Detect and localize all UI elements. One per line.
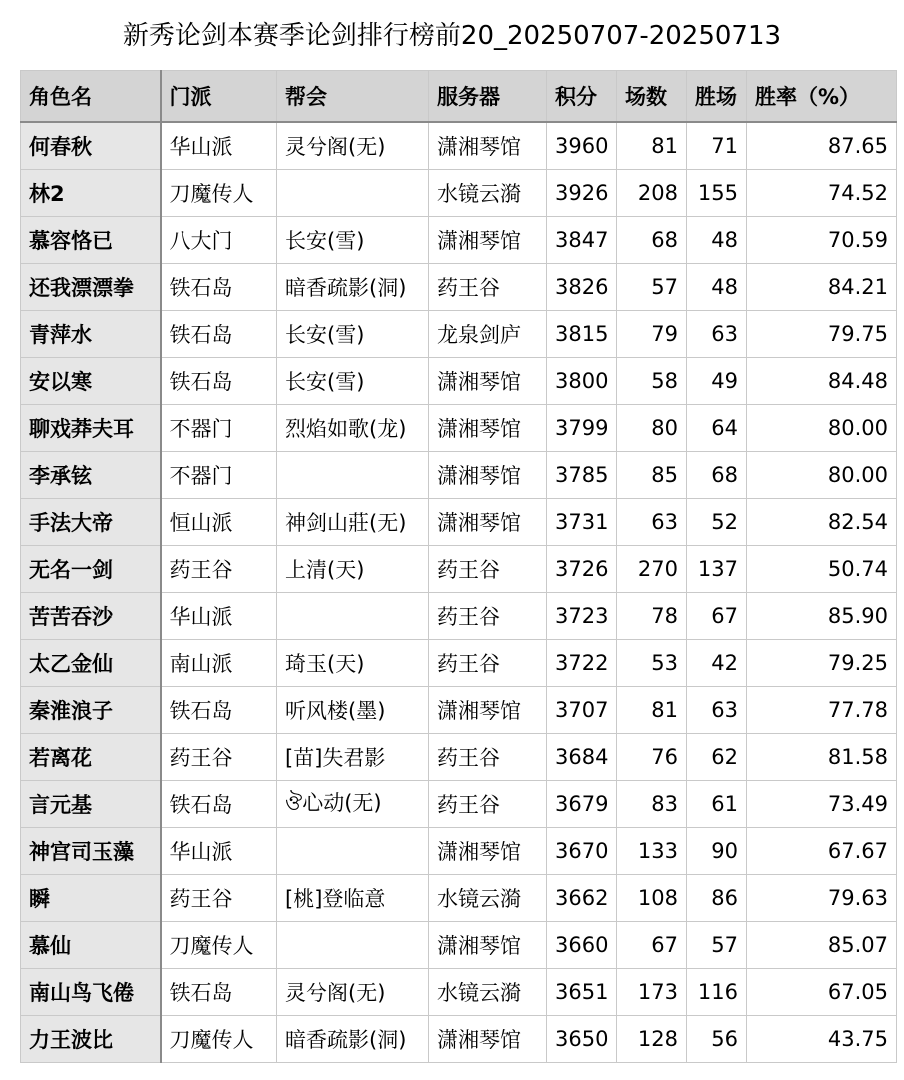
cell-winrate: 43.75 [747,1016,897,1063]
cell-sect: 不器门 [161,405,277,452]
cell-guild [277,922,429,969]
column-header-sect: 门派 [161,71,277,123]
cell-wins: 68 [687,452,747,499]
cell-wins: 116 [687,969,747,1016]
cell-score: 3650 [547,1016,617,1063]
cell-server: 潇湘琴馆 [429,217,547,264]
table-row [21,593,897,640]
table-row [21,405,897,452]
cell-sect: 刀魔传人 [161,170,277,217]
cell-winrate: 87.65 [747,122,897,170]
table-row [21,122,897,170]
cell-matches: 108 [617,875,687,922]
table-row [21,640,897,687]
cell-score: 3926 [547,170,617,217]
cell-wins: 64 [687,405,747,452]
cell-score: 3722 [547,640,617,687]
table-row [21,687,897,734]
cell-character-name: 太乙金仙 [21,640,161,687]
cell-character-name: 秦淮浪子 [21,687,161,734]
cell-server: 潇湘琴馆 [429,452,547,499]
cell-character-name: 力王波比 [21,1016,161,1063]
cell-sect: 南山派 [161,640,277,687]
cell-character-name: 何春秋 [21,122,161,170]
cell-character-name: 青萍水 [21,311,161,358]
cell-score: 3731 [547,499,617,546]
cell-server: 水镜云漪 [429,170,547,217]
cell-wins: 56 [687,1016,747,1063]
cell-matches: 67 [617,922,687,969]
cell-matches: 85 [617,452,687,499]
cell-winrate: 82.54 [747,499,897,546]
cell-guild [277,828,429,875]
cell-score: 3800 [547,358,617,405]
cell-guild [277,593,429,640]
ranking-table [20,70,897,1063]
cell-sect: 不器门 [161,452,277,499]
cell-server: 潇湘琴馆 [429,358,547,405]
table-row [21,217,897,264]
cell-matches: 83 [617,781,687,828]
cell-server: 潇湘琴馆 [429,499,547,546]
cell-matches: 128 [617,1016,687,1063]
cell-matches: 173 [617,969,687,1016]
cell-server: 药王谷 [429,640,547,687]
cell-character-name: 瞬 [21,875,161,922]
cell-winrate: 79.75 [747,311,897,358]
cell-character-name: 慕容恪已 [21,217,161,264]
cell-matches: 80 [617,405,687,452]
cell-winrate: 77.78 [747,687,897,734]
cell-wins: 86 [687,875,747,922]
cell-matches: 63 [617,499,687,546]
cell-matches: 81 [617,687,687,734]
table-row [21,358,897,405]
cell-wins: 42 [687,640,747,687]
cell-server: 潇湘琴馆 [429,687,547,734]
cell-guild: 长安(雪) [277,358,429,405]
cell-score: 3684 [547,734,617,781]
cell-sect: 铁石岛 [161,358,277,405]
column-header-server: 服务器 [429,71,547,123]
cell-wins: 63 [687,311,747,358]
cell-server: 药王谷 [429,546,547,593]
cell-matches: 208 [617,170,687,217]
cell-guild [277,170,429,217]
table-row [21,264,897,311]
cell-character-name: 若离花 [21,734,161,781]
cell-winrate: 85.90 [747,593,897,640]
cell-character-name: 无名一剑 [21,546,161,593]
cell-wins: 48 [687,217,747,264]
cell-server: 龙泉剑庐 [429,311,547,358]
cell-sect: 华山派 [161,593,277,640]
table-row [21,546,897,593]
cell-character-name: 手法大帝 [21,499,161,546]
cell-wins: 137 [687,546,747,593]
cell-score: 3799 [547,405,617,452]
cell-score: 3670 [547,828,617,875]
table-row [21,311,897,358]
cell-score: 3662 [547,875,617,922]
cell-guild: [桃]登临意 [277,875,429,922]
cell-guild: 长安(雪) [277,217,429,264]
cell-winrate: 67.67 [747,828,897,875]
table-row [21,499,897,546]
cell-guild: 琦玉(天) [277,640,429,687]
table-row [21,734,897,781]
cell-guild: 长安(雪) [277,311,429,358]
cell-winrate: 79.63 [747,875,897,922]
table-row [21,969,897,1016]
cell-sect: 药王谷 [161,734,277,781]
table-row [21,1016,897,1063]
cell-sect: 药王谷 [161,546,277,593]
cell-winrate: 80.00 [747,405,897,452]
cell-matches: 53 [617,640,687,687]
cell-server: 药王谷 [429,781,547,828]
cell-character-name: 神宫司玉藻 [21,828,161,875]
table-row [21,781,897,828]
cell-character-name: 苦苦吞沙 [21,593,161,640]
cell-winrate: 50.74 [747,546,897,593]
cell-sect: 药王谷 [161,875,277,922]
table-header-row [21,71,897,123]
cell-sect: 刀魔传人 [161,1016,277,1063]
cell-guild: 灵兮阁(无) [277,969,429,1016]
cell-guild: 上清(天) [277,546,429,593]
cell-matches: 57 [617,264,687,311]
cell-server: 水镜云漪 [429,875,547,922]
cell-winrate: 80.00 [747,452,897,499]
cell-server: 水镜云漪 [429,969,547,1016]
cell-score: 3651 [547,969,617,1016]
cell-character-name: 慕仙 [21,922,161,969]
cell-matches: 76 [617,734,687,781]
cell-winrate: 84.21 [747,264,897,311]
cell-guild: 烈焰如歌(龙) [277,405,429,452]
cell-wins: 62 [687,734,747,781]
cell-sect: 铁石岛 [161,781,277,828]
cell-wins: 90 [687,828,747,875]
cell-guild [277,452,429,499]
table-row [21,170,897,217]
cell-sect: 八大门 [161,217,277,264]
cell-wins: 52 [687,499,747,546]
cell-character-name: 还我漂漂拳 [21,264,161,311]
cell-matches: 79 [617,311,687,358]
table-row [21,875,897,922]
cell-character-name: 林2 [21,170,161,217]
cell-server: 药王谷 [429,734,547,781]
cell-winrate: 74.52 [747,170,897,217]
cell-sect: 铁石岛 [161,264,277,311]
cell-character-name: 言元基 [21,781,161,828]
cell-character-name: 安以寒 [21,358,161,405]
page-title: 新秀论剑本赛季论剑排行榜前20_20250707-20250713 [122,21,782,51]
cell-winrate: 81.58 [747,734,897,781]
cell-guild: ঔ心动(无) [277,781,429,828]
cell-score: 3785 [547,452,617,499]
cell-winrate: 85.07 [747,922,897,969]
cell-wins: 57 [687,922,747,969]
table-row [21,828,897,875]
cell-matches: 81 [617,122,687,170]
cell-matches: 133 [617,828,687,875]
cell-score: 3660 [547,922,617,969]
cell-sect: 华山派 [161,828,277,875]
cell-character-name: 李承铉 [21,452,161,499]
cell-score: 3679 [547,781,617,828]
cell-winrate: 84.48 [747,358,897,405]
cell-matches: 78 [617,593,687,640]
cell-wins: 63 [687,687,747,734]
cell-wins: 67 [687,593,747,640]
cell-guild: 听风楼(墨) [277,687,429,734]
cell-guild: 神剑山莊(无) [277,499,429,546]
cell-sect: 铁石岛 [161,969,277,1016]
cell-server: 药王谷 [429,264,547,311]
cell-guild: 暗香疏影(洞) [277,264,429,311]
column-header-name: 角色名 [21,71,161,123]
table-row [21,922,897,969]
cell-server: 潇湘琴馆 [429,122,547,170]
cell-guild: 暗香疏影(洞) [277,1016,429,1063]
column-header-wins: 胜场 [687,71,747,123]
cell-score: 3826 [547,264,617,311]
cell-winrate: 79.25 [747,640,897,687]
table-row [21,452,897,499]
cell-score: 3815 [547,311,617,358]
cell-sect: 铁石岛 [161,311,277,358]
cell-winrate: 67.05 [747,969,897,1016]
column-header-matches: 场数 [617,71,687,123]
cell-guild: [苗]失君影 [277,734,429,781]
cell-matches: 58 [617,358,687,405]
cell-score: 3726 [547,546,617,593]
cell-wins: 49 [687,358,747,405]
cell-sect: 恒山派 [161,499,277,546]
cell-winrate: 70.59 [747,217,897,264]
cell-server: 潇湘琴馆 [429,828,547,875]
cell-character-name: 聊戏莽夫耳 [21,405,161,452]
cell-sect: 铁石岛 [161,687,277,734]
cell-score: 3960 [547,122,617,170]
cell-guild: 灵兮阁(无) [277,122,429,170]
cell-wins: 61 [687,781,747,828]
cell-wins: 155 [687,170,747,217]
cell-score: 3723 [547,593,617,640]
column-header-winrate: 胜率（%） [747,71,897,123]
column-header-guild: 帮会 [277,71,429,123]
cell-sect: 刀魔传人 [161,922,277,969]
cell-server: 潇湘琴馆 [429,922,547,969]
cell-server: 潇湘琴馆 [429,1016,547,1063]
cell-matches: 68 [617,217,687,264]
cell-winrate: 73.49 [747,781,897,828]
cell-server: 药王谷 [429,593,547,640]
column-header-score: 积分 [547,71,617,123]
cell-wins: 71 [687,122,747,170]
cell-matches: 270 [617,546,687,593]
cell-server: 潇湘琴馆 [429,405,547,452]
cell-character-name: 南山鸟飞倦 [21,969,161,1016]
cell-score: 3847 [547,217,617,264]
cell-wins: 48 [687,264,747,311]
cell-score: 3707 [547,687,617,734]
cell-sect: 华山派 [161,122,277,170]
